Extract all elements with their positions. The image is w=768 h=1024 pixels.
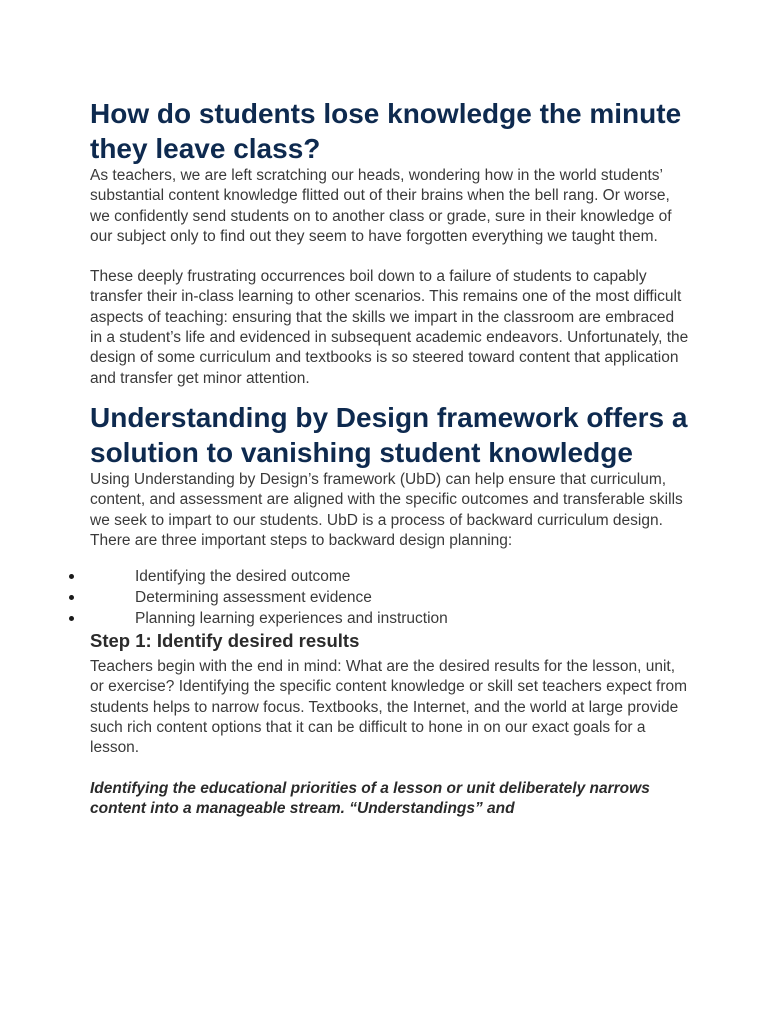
heading-lose-knowledge: How do students lose knowledge the minute they leave class? <box>90 98 682 164</box>
paragraph-ubd-intro: Using Understanding by Design’s framework (UbD) can help ensure that curriculum, content, and assessment are aligned with the specific outcomes and transferable skills we seek to impart to our students. UbD is a process of backward curriculum design. There are three important steps to backward design planning: <box>90 470 683 549</box>
section-spacer <box>90 389 690 400</box>
article-body <box>90 96 690 820</box>
list-item <box>0 587 690 608</box>
bullet-icon <box>69 616 74 621</box>
paragraph-teachers-scratching-heads: As teachers, we are left scratching our heads, wondering how in the world students’ substantial content knowledge flitted out of their brains when the bell rang. Or worse, we confidently send students on to another class or grade, sure in their knowledge of our subject only to find out they seem to have forgotten everything we taught them. <box>90 167 672 245</box>
heading-step-1: Step 1: Identify desired results <box>90 630 360 652</box>
bullet-icon <box>69 595 74 600</box>
step-label: Determining assessment evidence <box>135 589 372 607</box>
paragraph-spacer <box>90 247 690 267</box>
paragraph-emphasis: Identifying the educational priorities of a lesson or unit deliberately narrows content into a manageable stream. “Understandings” and <box>90 779 650 818</box>
paragraph-frustrating-occurrences: These deeply frustrating occurrences boil down to a failure of students to capably transfer their in-class learning to other scenarios. This remains one of the most difficult aspects of teaching: ensuring that the skills we impart in the classroom are embraced in a student’s life and evidenced in subsequent academic endeavors. Unfortunately, the design of some curriculum and textbooks is so steered toward content that application and transfer get minor attention. <box>90 268 689 387</box>
paragraph-spacer <box>90 759 690 779</box>
step-label: Planning learning experiences and instruction <box>135 610 448 628</box>
step-label: Identifying the desired outcome <box>135 568 351 586</box>
list-item <box>0 608 690 629</box>
paragraph-begin-with-end: Teachers begin with the end in mind: What are the desired results for the lesson, unit, or exercise? Identifying the specific content knowledge or skill set teachers expect from students helps to narrow focus. Textbooks, the Internet, and the world at large provide such rich content options that it can be difficult to hone in on our exact goals for a lesson. <box>90 658 688 757</box>
bullet-icon <box>69 574 74 579</box>
steps-list <box>0 566 690 629</box>
list-item <box>0 566 690 587</box>
heading-ubd-framework: Understanding by Design framework offers a solution to vanishing student knowledge <box>90 401 688 468</box>
